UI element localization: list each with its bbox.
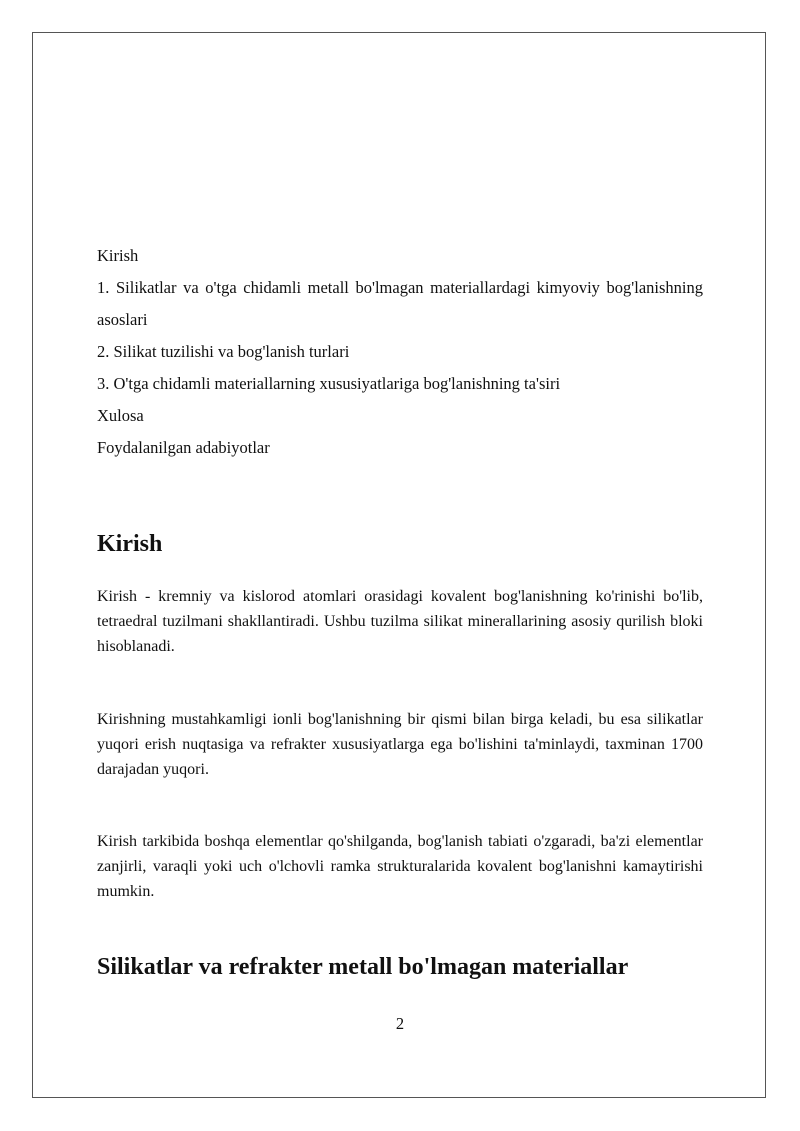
section-heading-silikatlar: Silikatlar va refrakter metall bo'lmagan materiallar [97,954,629,980]
toc-item: 1. Silikatlar va o'tga chidamli metall bo'lmagan materiallardagi kimyoviy bog'lanishning asoslari [97,278,703,329]
toc-item: Foydalanilgan adabiyotlar [97,438,270,457]
table-of-contents [97,240,703,464]
page-frame [32,32,766,1098]
toc-item: 2. Silikat tuzilishi va bog'lanish turlari [97,342,350,361]
paragraph: Kirish - kremniy va kislorod atomlari orasidagi kovalent bog'lanishning ko'rinishi bo'lib, tetraedral tuzilmani shakllantiradi. Ushbu tuzilma silikat minerallarining asosiy qurilish bloki hisoblanadi. [97,588,703,655]
toc-item: Kirish [97,246,139,265]
section-heading-kirish: Kirish [97,531,163,557]
paragraph: Kirishning mustahkamligi ionli bog'lanishning bir qismi bilan birga keladi, bu esa silikatlar yuqori erish nuqtasiga va refrakter xususiyatlarga ega bo'lishini ta'minlaydi, taxminan 1700 darajadan yuqori. [97,711,703,778]
paragraph: Kirish tarkibida boshqa elementlar qo'shilganda, bog'lanish tabiati o'zgaradi, ba'zi elementlar zanjirli, varaqli yoki uch o'lchovli ramka strukturalarida kovalent bog'lanishni kamaytirishi mumkin. [97,833,703,900]
page-number: 2 [395,1014,405,1033]
toc-item: Xulosa [97,406,144,425]
toc-item: 3. O'tga chidamli materiallarning xususiyatlariga bog'lanishning ta'siri [97,374,561,393]
